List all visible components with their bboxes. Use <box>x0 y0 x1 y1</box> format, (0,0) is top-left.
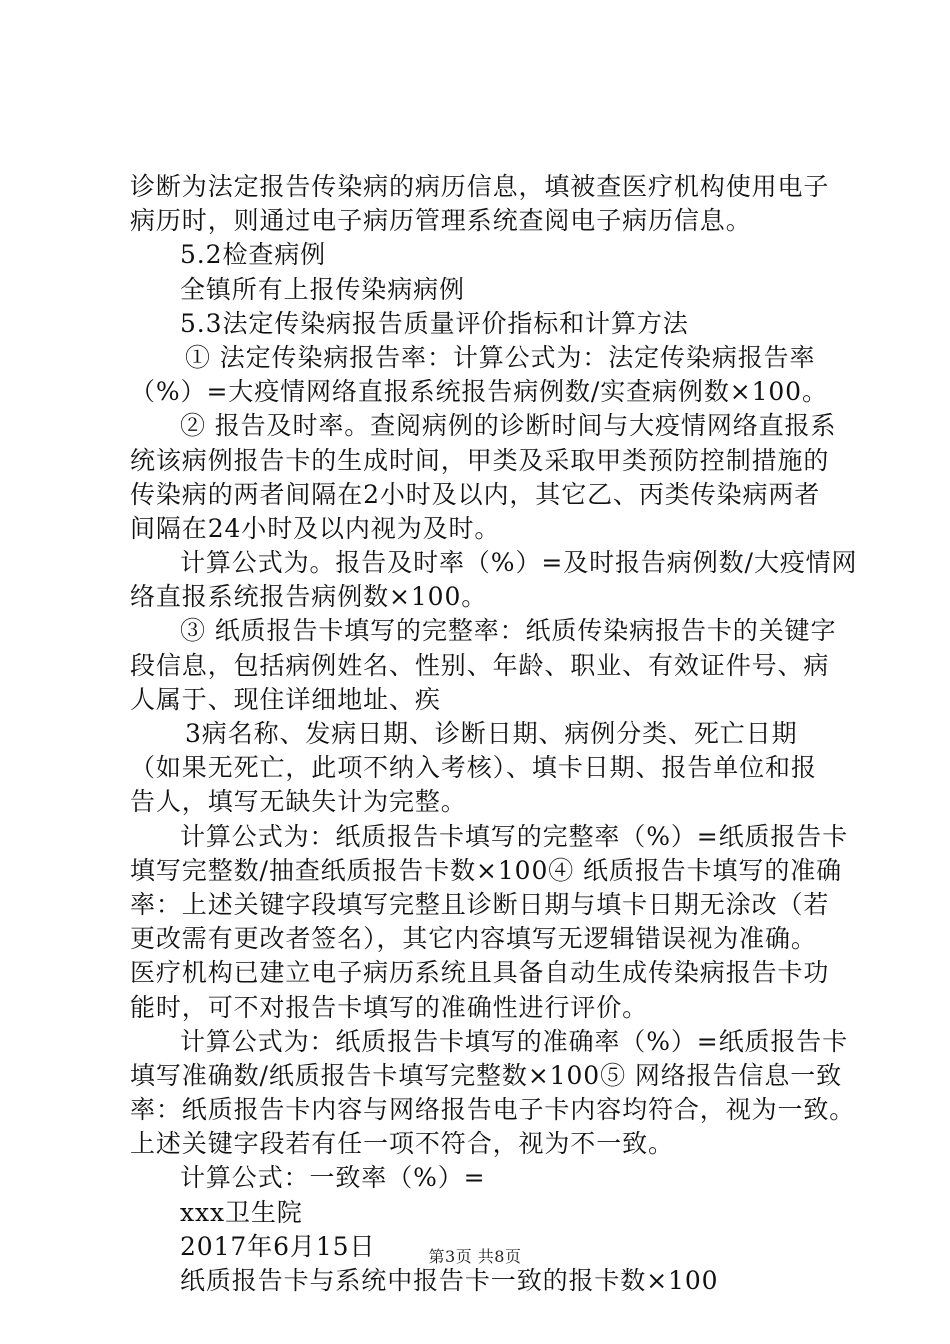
text-line: 上述关键字段若有任一项不符合，视为不一致。 <box>130 1129 674 1159</box>
text-line: 率：纸质报告卡内容与网络报告电子卡内容均符合，视为一致。 <box>130 1095 856 1125</box>
text-line: 全镇所有上报传染病病例 <box>180 274 465 304</box>
text-line: 更改需有更改者签名），其它内容填写无逻辑错误视为准确。 <box>130 924 817 954</box>
text-line: （如果无死亡，此项不纳入考核）、填卡日期、报告单位和报 <box>130 753 817 783</box>
text-line: 医疗机构已建立电子病历系统且具备自动生成传染病报告卡功 <box>130 958 830 988</box>
text-line: （%）=大疫情网络直报系统报告病例数/实查病例数×100。 <box>130 377 828 407</box>
text-line: 3病名称、发病日期、诊断日期、病例分类、死亡日期 <box>185 719 798 748</box>
text-line: ② 报告及时率。查阅病例的诊断时间与大疫情网络直报系 <box>180 411 837 441</box>
text-line: 填写完整数/抽查纸质报告卡数×100④ 纸质报告卡填写的准确 <box>130 855 843 885</box>
text-line: 填写准确数/纸质报告卡填写完整数×100⑤ 网络报告信息一致 <box>130 1060 843 1090</box>
text-line: 人属于、现住详细地址、疾 <box>130 684 441 714</box>
page-footer: 第3页 共8页 <box>428 1247 522 1266</box>
text-line: 5.3法定传染病报告质量评价指标和计算方法 <box>180 308 689 338</box>
text-line: 计算公式为：纸质报告卡填写的准确率（%）=纸质报告卡 <box>180 1026 849 1056</box>
text-line: ③ 纸质报告卡填写的完整率：纸质传染病报告卡的关键字 <box>180 616 837 646</box>
text-line: 告人，填写无缺失计为完整。 <box>130 787 467 817</box>
text-line: 病历时，则通过电子病历管理系统查阅电子病历信息。 <box>130 206 752 236</box>
text-line: 诊断为法定报告传染病的病历信息，填被查医疗机构使用电子 <box>130 172 830 201</box>
text-line: 统该病例报告卡的生成时间，甲类及采取甲类预防控制措施的 <box>130 445 830 475</box>
text-line: 传染病的两者间隔在2小时及以内，其它乙、丙类传染病两者 <box>130 479 821 509</box>
text-line: ① 法定传染病报告率：计算公式为：法定传染病报告率 <box>185 342 816 372</box>
document-body <box>130 170 858 1298</box>
text-line: 间隔在24小时及以内视为及时。 <box>130 513 501 543</box>
text-line: 计算公式为。报告及时率（%）=及时报告病例数/大疫情网 <box>180 548 858 578</box>
text-line: 计算公式：一致率（%）= <box>180 1163 486 1193</box>
text-line: xxx卫生院 <box>180 1197 303 1227</box>
text-line: 络直报系统报告病例数×100。 <box>130 582 488 612</box>
text-line: 率：上述关键字段填写完整且诊断日期与填卡日期无涂改（若 <box>130 889 830 919</box>
text-line: 段信息，包括病例姓名、性别、年龄、职业、有效证件号、病 <box>130 650 830 680</box>
text-line: 5.2检查病例 <box>180 240 327 270</box>
text-line: 能时，可不对报告卡填写的准确性进行评价。 <box>130 992 649 1022</box>
text-line: 2017年6月15日 <box>180 1231 376 1261</box>
text-line: 纸质报告卡与系统中报告卡一致的报卡数×100 <box>180 1266 719 1295</box>
text-line: 计算公式为：纸质报告卡填写的完整率（%）=纸质报告卡 <box>180 821 849 851</box>
